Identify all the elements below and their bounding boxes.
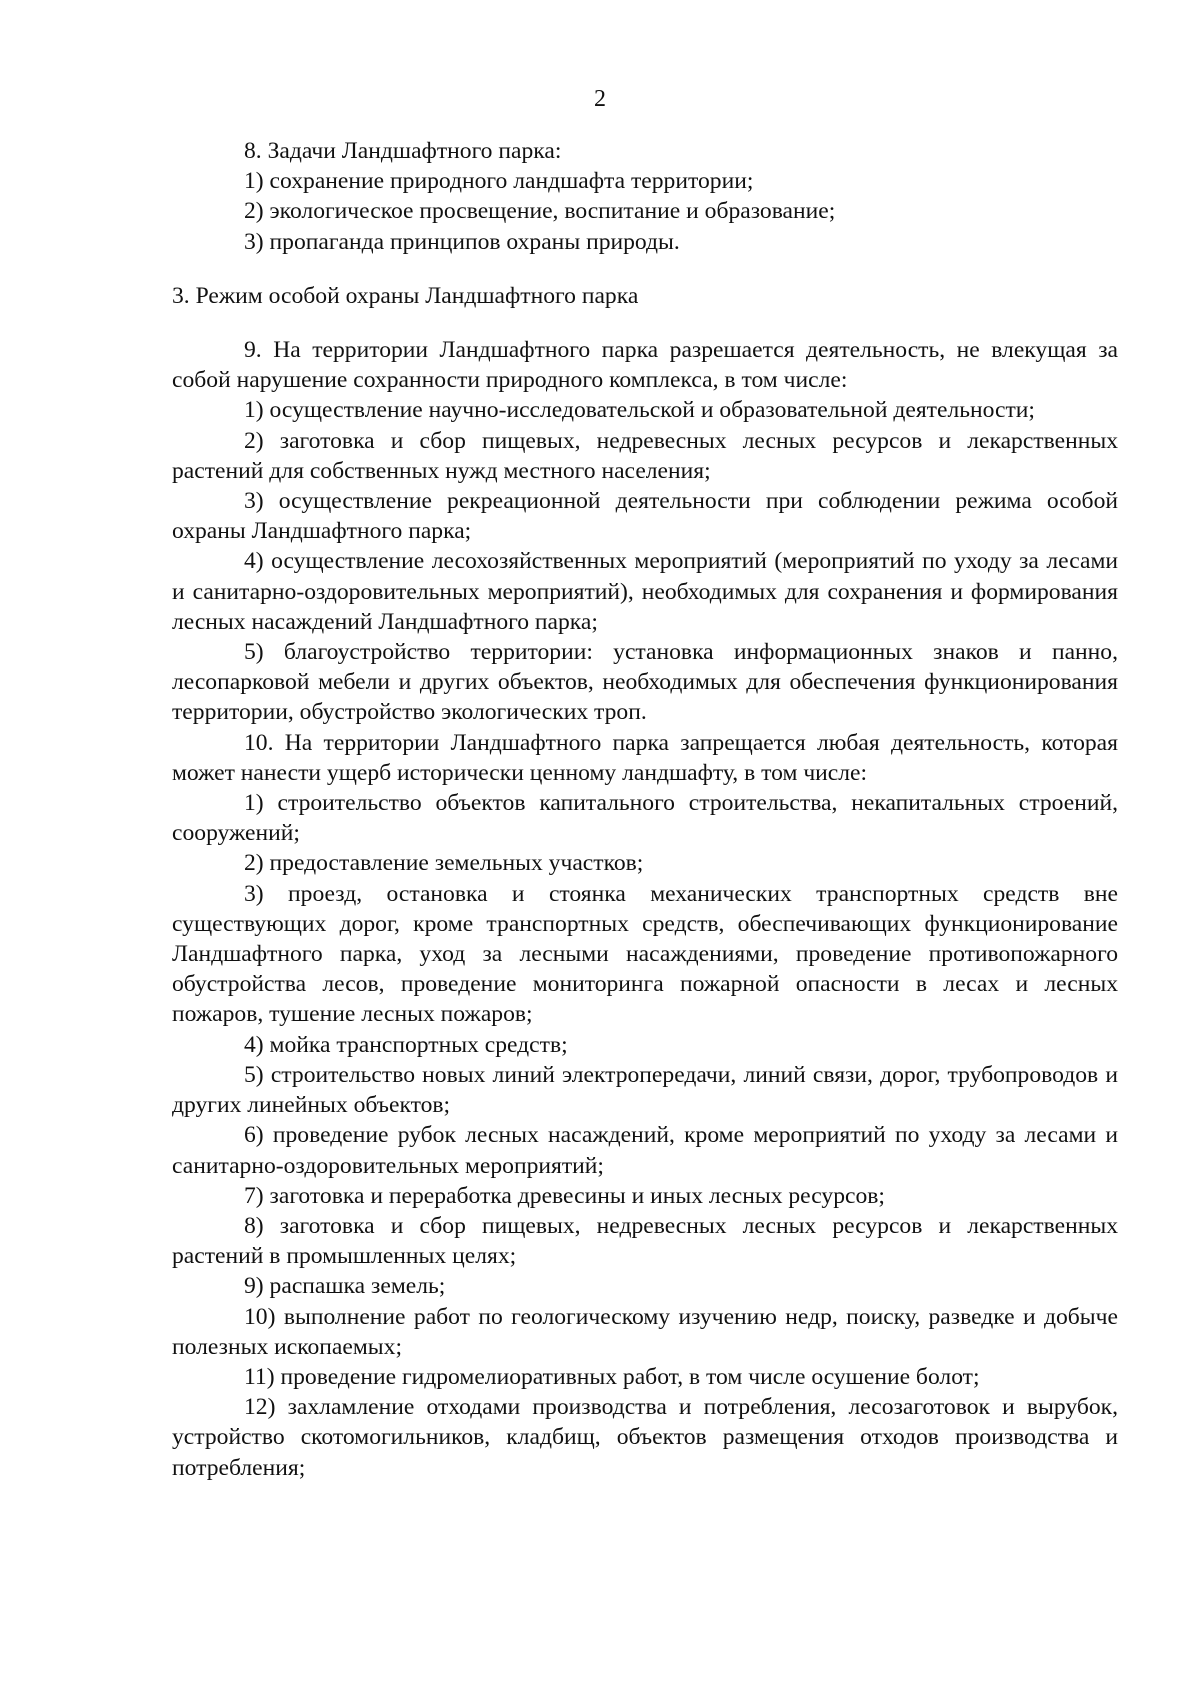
paragraph-9-item-5: 5) благоустройство территории: установка информационных знаков и панно, лесопарковой мебели и других объектов, необходимых для обеспечения функционирования территории, обустройство экологических троп. [172, 639, 1118, 726]
page-number: 2 [594, 86, 606, 112]
paragraph-9-item-1: 1) осуществление научно-исследовательской и образовательной деятельности; [244, 397, 1035, 424]
paragraph-10-intro: 10. На территории Ландшафтного парка запрещается любая деятельность, которая может нанести ущерб исторически ценному ландшафту, в том числе: [172, 729, 1118, 786]
paragraph-9-item-2: 2) заготовка и сбор пищевых, недревесных лесных ресурсов и лекарственных растений для собственных нужд местного населения; [172, 427, 1118, 484]
paragraph-10-item-9: 9) распашка земель; [244, 1273, 446, 1300]
document-body [172, 136, 1118, 1483]
paragraph-10-item-3: 3) проезд, остановка и стоянка механических транспортных средств вне существующих дорог, кроме транспортных средств, обеспечивающих функционирование Ландшафтного парка, уход за лесными насаждениями, проведение противопожарного обустройства лесов, проведение мониторинга пожарной опасности в лесах и лесных пожаров, тушение лесных пожаров; [172, 880, 1118, 1028]
paragraph-10-item-8: 8) заготовка и сбор пищевых, недревесных лесных ресурсов и лекарственных растений в промышленных целях; [172, 1212, 1118, 1270]
paragraph-10-item-12: 12) захламление отходами производства и потребления, лесозаготовок и вырубок, устройство скотомогильников, кладбищ, объектов размещения отходов производства и потребления; [172, 1394, 1118, 1481]
paragraph-10-item-2: 2) предоставление земельных участков; [244, 850, 644, 877]
paragraph-10-item-6: 6) проведение рубок лесных насаждений, кроме мероприятий по уходу за лесами и санитарно-оздоровительных мероприятий; [172, 1122, 1118, 1179]
paragraph-10-item-7: 7) заготовка и переработка древесины и иных лесных ресурсов; [244, 1182, 885, 1209]
paragraph-10-item-11: 11) проведение гидромелиоративных работ, в том числе осушение болот; [244, 1363, 980, 1390]
paragraph-10-item-4: 4) мойка транспортных средств; [244, 1031, 568, 1058]
paragraph-9-item-3: 3) осуществление рекреационной деятельности при соблюдении режима особой охраны Ландшафтного парка; [172, 488, 1118, 545]
paragraph-8-item-2: 2) экологическое просвещение, воспитание и образование; [244, 198, 836, 225]
paragraph-8-intro: 8. Задачи Ландшафтного парка: [244, 138, 562, 164]
paragraph-9-intro: 9. На территории Ландшафтного парка разрешается деятельность, не влекущая за собой нарушение сохранности природного комплекса, в том числе: [172, 337, 1118, 394]
paragraph-9-item-4: 4) осуществление лесохозяйственных мероприятий (мероприятий по уходу за лесами и санитарно-оздоровительных мероприятий), необходимых для сохранения и формирования лесных насаждений Ландшафтного парка; [172, 548, 1118, 635]
paragraph-10-item-10: 10) выполнение работ по геологическому изучению недр, поиску, разведке и добыче полезных ископаемых; [172, 1303, 1118, 1360]
paragraph-10-item-1: 1) строительство объектов капитального строительства, некапитальных строений, сооружений; [172, 790, 1118, 847]
paragraph-8-item-1: 1) сохранение природного ландшафта территории; [244, 168, 754, 195]
paragraph-8-item-3: 3) пропаганда принципов охраны природы. [244, 228, 680, 255]
section-heading: 3. Режим особой охраны Ландшафтного парка [172, 282, 639, 309]
paragraph-10-item-5: 5) строительство новых линий электропередачи, линий связи, дорог, трубопроводов и других линейных объектов; [172, 1061, 1118, 1119]
